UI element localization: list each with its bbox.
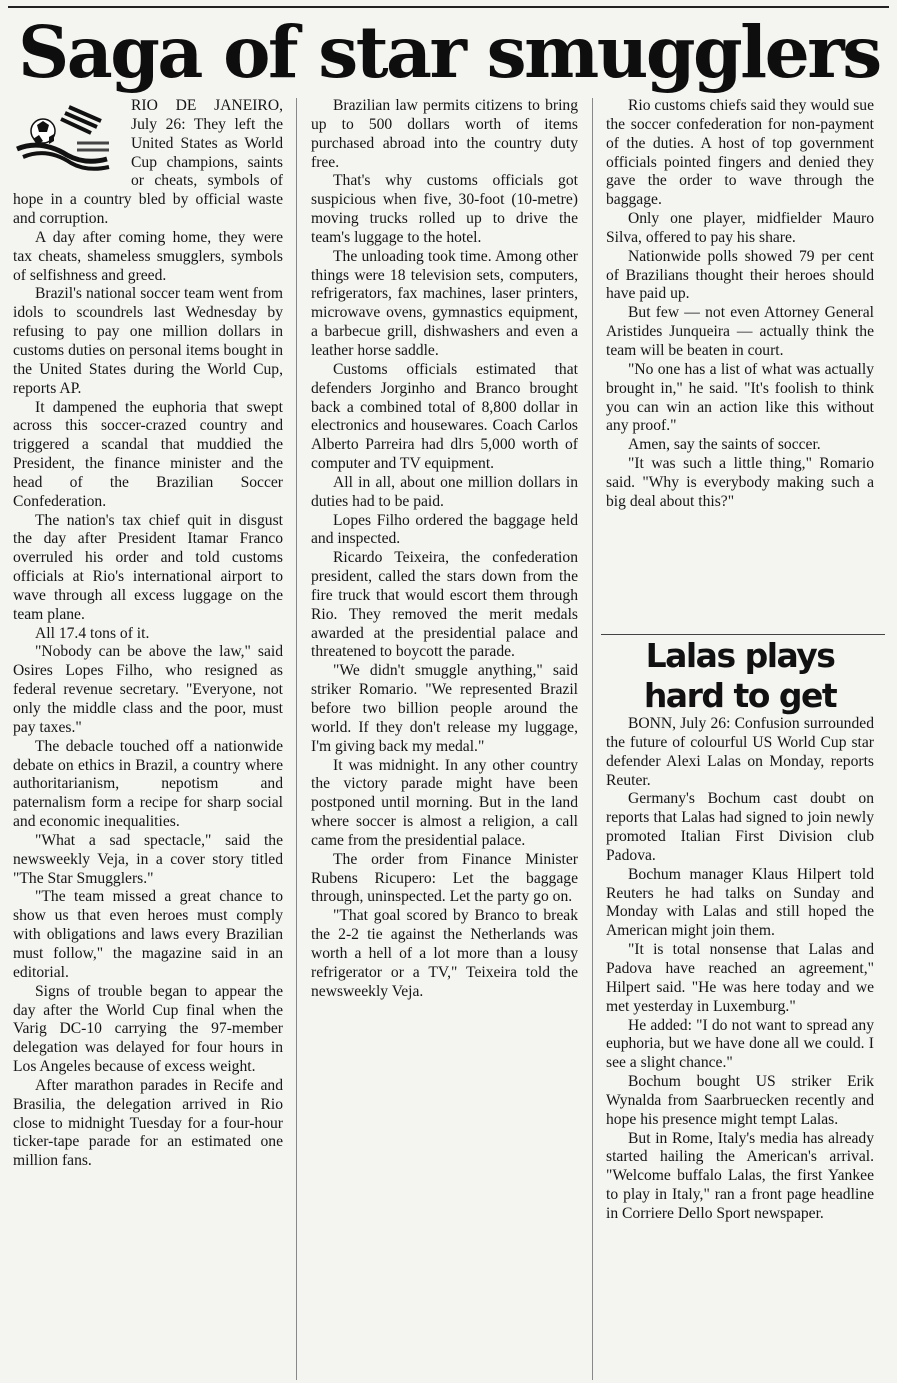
world-cup-94-logo-icon — [13, 99, 125, 177]
paragraph: All 17.4 tons of it. — [35, 624, 150, 642]
paragraph: Brazil's national soccer team went from idols to scoundrels last Wednesday by refusing to pay one million dollars in customs duties on personal items bought in the United States during the World Cup, reports AP. — [13, 285, 283, 397]
main-story-column-1 — [13, 97, 283, 1381]
sidebar-story-column — [606, 715, 874, 1381]
paragraph: "No one has a list of what was actually brought in," he said. "It's foolish to think you can win an action like this without any proof." — [606, 360, 874, 435]
headline: Saga of star smugglers — [18, 10, 880, 94]
paragraph: "Nobody can be above the law," said Osires Lopes Filho, who resigned as federal revenue secretary. "Everyone, not only the middle class and the poor, must pay taxes." — [13, 643, 283, 736]
paragraph: It dampened the euphoria that swept across this soccer-crazed country and triggered a scandal that muddied the President, the finance minister and the head of the Brazilian Soccer Confederation. — [13, 398, 283, 510]
paragraph: The nation's tax chief quit in disgust the day after President Itamar Franco overruled his order and told customs officials at Rio's international airport to wave through all excess luggage on the team plane. — [13, 511, 283, 623]
paragraph: "We didn't smuggle anything," said striker Romario. "We represented Brazil before two billion people around the world. If they don't release my luggage, I'm giving back my medal." — [311, 662, 578, 755]
paragraph: But in Rome, Italy's media has already started hailing the American's arrival. "Welcome buffalo Lalas, the first Yankee to play in Italy," ran a front page headline in Corriere Dello Sport newspaper. — [606, 1129, 874, 1222]
paragraph: Amen, say the saints of soccer. — [628, 436, 821, 454]
paragraph: All in all, about one million dollars in duties had to be paid. — [311, 473, 578, 510]
paragraph: That's why customs officials got suspicious when five, 30-foot (10-metre) moving trucks rolled up to drive the team's luggage to the hotel. — [311, 172, 578, 246]
paragraph: "That goal scored by Branco to break the 2-2 tie against the Netherlands was worth a hell of a lot more than a lousy refrigerator or a TV," Teixeira told the newsweekly Veja. — [311, 907, 578, 1000]
paragraph: Brazilian law permits citizens to bring up to 500 dollars worth of items purchased abroad into the country duty free. — [311, 97, 578, 171]
paragraph: It was midnight. In any other country the victory parade might have been postponed until morning. But in the land where soccer is almost a religion, a call came from the presidential palace. — [311, 756, 578, 849]
paragraph: After marathon parades in Recife and Brasilia, the delegation arrived in Rio close to midnight Tuesday for a four-hour ticker-tape parade for an estimated one million fans. — [13, 1076, 283, 1170]
paragraph: "What a sad spectacle," said the newsweekly Veja, in a cover story titled "The Star Smugglers." — [13, 831, 283, 887]
main-story-column-3 — [606, 97, 874, 641]
paragraph: RIO DE JANEIRO, July 26: They left the United States as World Cup champions, saints or cheats, symbols of hope in a country bled by official waste and corruption. — [13, 97, 283, 228]
paragraph: Ricardo Teixeira, the confederation president, called the stars down from the fire truck that would escort them through Rio. They removed the merit medals awarded at the presidential palace and threatened to boycott the parade. — [311, 549, 578, 661]
paragraph: Customs officials estimated that defenders Jorginho and Branco brought back a combined total of 8,800 dollar in electronics and housewares. Coach Carlos Alberto Parreira had dlrs 5,000 worth of computer and TV equipment. — [311, 360, 578, 473]
column-divider — [592, 98, 593, 1380]
paragraph: But few — not even Attorney General Aristides Junqueira — actually think the team will be beaten in court. — [606, 304, 874, 359]
paragraph: "It was such a little thing," Romario said. "Why is everybody making such a big deal about this?" — [606, 455, 874, 510]
paragraph: The unloading took time. Among other things were 18 television sets, computers, refrigerators, fax machines, laser printers, microwave ovens, gymnastics equipment, a barbecue grill, dishwashers and even a leather horse saddle. — [311, 247, 578, 359]
paragraph: Germany's Bochum cast doubt on reports that Lalas had signed to join newly promoted Italian First Division club Padova. — [606, 790, 874, 864]
paragraph: Lopes Filho ordered the baggage held and inspected. — [311, 511, 578, 548]
paragraph: Rio customs chiefs said they would sue the soccer confederation for non-payment of the duties. A host of top government officials pointed fingers and denied they gave the order to wave through the baggage. — [606, 97, 874, 209]
main-story-column-2 — [311, 97, 578, 1381]
paragraph: Bochum manager Klaus Hilpert told Reuters he had talks on Sunday and Monday with Lalas and still hoped the American might join them. — [606, 865, 874, 940]
paragraph: He added: "I do not want to spread any euphoria, but we have done all we could. I see a slight chance." — [606, 1016, 874, 1072]
paragraph: Signs of trouble began to appear the day after the World Cup final when the Varig DC-10 carrying the 97-member delegation was delayed for four hours in Los Angeles because of excess weight. — [13, 982, 283, 1076]
paragraph: A day after coming home, they were tax cheats, shameless smugglers, symbols of selfishness and greed. — [13, 228, 283, 284]
paragraph: The order from Finance Minister Rubens Ricupero: Let the baggage through, uninspected. Let the party go on. — [311, 850, 578, 906]
paragraph: "It is total nonsense that Lalas and Padova have reached an agreement," Hilpert said. "He was here today and we met yesterday in Luxemburg." — [606, 941, 874, 1015]
paragraph: Nationwide polls showed 79 per cent of Brazilians thought their heroes should have paid up. — [606, 247, 874, 303]
column-divider — [296, 98, 297, 1380]
paragraph: The debacle touched off a nationwide debate on ethics in Brazil, a country where authoritarianism, nepotism and paternalism form a recipe for sharp social and economic inequalities. — [13, 737, 283, 831]
sidebar-headline: Lalas plays hard to get — [643, 636, 837, 715]
paragraph: "The team missed a great chance to show us that even heroes must comply with obligations and laws every Brazilian must follow," the magazine said in an editorial. — [13, 888, 283, 981]
paragraph: Only one player, midfielder Mauro Silva, offered to pay his share. — [606, 210, 874, 246]
paragraph: BONN, July 26: Confusion surrounded the future of colourful US World Cup star defender Alexi Lalas on Monday, reports Reuter. — [606, 715, 874, 789]
sidebar-rule — [601, 634, 885, 635]
paragraph: Bochum bought US striker Erik Wynalda from Saarbruecken recently and hope his presence might tempt Lalas. — [606, 1073, 874, 1128]
